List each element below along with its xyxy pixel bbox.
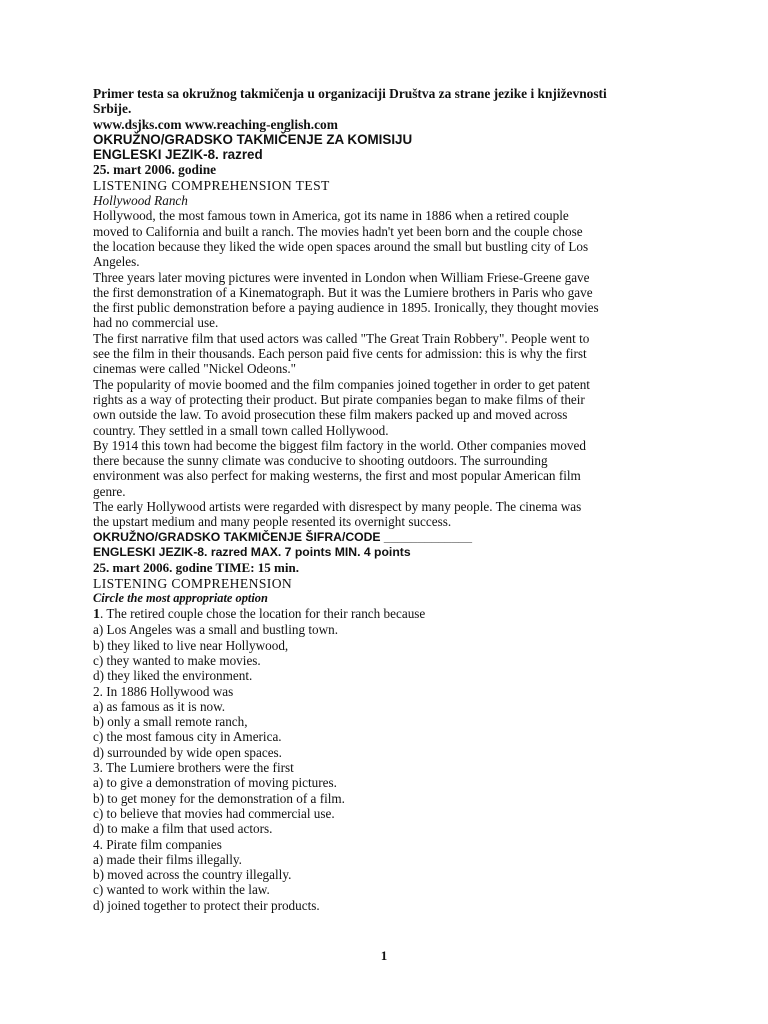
transcript-line: By 1914 this town had become the biggest film factory in the world. Other companies moved (93, 437, 586, 453)
question-prompt: . In 1886 Hollywood was (99, 683, 234, 699)
question-prompt: . The Lumiere brothers were the first (99, 760, 294, 776)
answer-option[interactable]: c) wanted to work within the law. (93, 882, 270, 898)
code-line: OKRUŽNO/GRADSKO TAKMIČENJE ŠIFRA/CODE _____________ (93, 529, 473, 544)
date-heading: 25. mart 2006. godine (93, 162, 217, 178)
page-number: 1 (380, 948, 388, 963)
question-number: 1 (93, 607, 100, 623)
transcript-line: moved to California and built a ranch. The movies hadn't yet been born and the couple chose (93, 223, 583, 239)
transcript-line: rights as a way of protecting their product. But pirate companies began to make films of their (93, 391, 585, 407)
section-title: LISTENING COMPREHENSION (93, 575, 293, 591)
answer-option[interactable]: a) made their films illegally. (93, 851, 242, 867)
transcript-subtitle: Hollywood Ranch (93, 193, 188, 209)
test-header (93, 530, 653, 606)
question-prompt: . The retired couple chose the location for their ranch because (100, 606, 426, 622)
transcript-line: the first public demonstration before a paying audience in 1895. Ironically, they thought movies (93, 300, 599, 316)
transcript-line: the location because they liked the wide open spaces around the small but bustling city of Los (93, 238, 589, 254)
answer-option[interactable]: d) they liked the environment. (93, 668, 253, 684)
question-prompt: . Pirate film companies (99, 836, 222, 852)
document-header (93, 86, 653, 178)
transcript-line: had no commercial use. (93, 315, 219, 331)
points-line: ENGLESKI JEZIK-8. razred MAX. 7 points MIN. 4 points (93, 544, 411, 559)
answer-option[interactable]: c) to believe that movies had commercial use. (93, 805, 335, 821)
transcript-line: Three years later moving pictures were invented in London when William Friese-Greene gave (93, 269, 590, 285)
question-text (93, 837, 653, 852)
question-text (93, 684, 653, 699)
page-content (93, 86, 653, 913)
time-line: 25. mart 2006. godine TIME: 15 min. (93, 560, 299, 576)
question-number: 3 (93, 760, 100, 776)
intro-line: Primer testa sa okružnog takmičenja u organizaciji Društva za strane jezike i književnosti (93, 86, 607, 101)
transcript-title: LISTENING COMPREHENSION TEST (93, 177, 330, 193)
answer-option[interactable]: a) Los Angeles was a small and bustling town. (93, 622, 339, 638)
transcript-line: Hollywood, the most famous town in America, got its name in 1886 when a retired couple (93, 208, 569, 224)
transcript-line: see the film in their thousands. Each person paid five cents for admission: this is why the first (93, 346, 587, 362)
answer-option[interactable]: d) surrounded by wide open spaces. (93, 744, 282, 760)
question-item (93, 684, 653, 760)
transcript-line: the upstart medium and many people resented its overnight success. (93, 514, 452, 530)
transcript-line: genre. (93, 483, 126, 499)
answer-option[interactable]: d) to make a film that used actors. (93, 821, 273, 837)
answer-option[interactable]: c) they wanted to make movies. (93, 652, 261, 668)
answer-option[interactable]: c) the most famous city in America. (93, 729, 282, 745)
question-item (93, 606, 653, 683)
transcript-line: The early Hollywood artists were regarded with disrespect by many people. The cinema was (93, 499, 582, 515)
commission-heading: OKRUŽNO/GRADSKO TAKMIČENJE ZA KOMISIJU (93, 131, 413, 147)
question-text (93, 760, 653, 775)
question-item (93, 837, 653, 913)
transcript-body (93, 208, 653, 529)
transcript-line: own outside the law. To avoid prosecution these film makers packed up and moved across (93, 407, 568, 423)
answer-option[interactable]: b) they liked to live near Hollywood, (93, 637, 289, 653)
question-item (93, 760, 653, 836)
transcript-line: Angeles. (93, 254, 140, 270)
answer-option[interactable]: a) as famous as it is now. (93, 698, 226, 714)
transcript-line: the first demonstration of a Kinematograph. But it was the Lumiere brothers in Paris who gave (93, 284, 593, 300)
transcript-line: cinemas were called "Nickel Odeons." (93, 361, 297, 377)
question-text (93, 606, 653, 622)
transcript-line: The first narrative film that used actors was called "The Great Train Robbery". People went to (93, 330, 590, 346)
grade-heading: ENGLESKI JEZIK-8. razred (93, 147, 263, 163)
transcript-line: environment was also perfect for making westerns, the first and most popular American film (93, 468, 581, 484)
websites-link[interactable]: www.dsjks.com www.reaching-english.com (93, 116, 338, 132)
transcript-line: The popularity of movie boomed and the film companies joined together in order to get patent (93, 376, 590, 392)
transcript-line: there because the sunny climate was conducive to shooting outdoors. The surrounding (93, 453, 548, 469)
question-number: 2 (93, 683, 100, 699)
question-number: 4 (93, 836, 100, 852)
instruction-text: Circle the most appropriate option (93, 590, 268, 605)
question-list (93, 606, 653, 913)
answer-option[interactable]: a) to give a demonstration of moving pictures. (93, 775, 337, 791)
answer-option[interactable]: b) to get money for the demonstration of a film. (93, 790, 345, 806)
transcript-line: country. They settled in a small town called Hollywood. (93, 422, 389, 438)
intro-line-continued: Srbije. (93, 101, 132, 117)
answer-option[interactable]: b) only a small remote ranch, (93, 714, 248, 730)
answer-option[interactable]: d) joined together to protect their products. (93, 897, 320, 913)
answer-option[interactable]: b) moved across the country illegally. (93, 867, 292, 883)
